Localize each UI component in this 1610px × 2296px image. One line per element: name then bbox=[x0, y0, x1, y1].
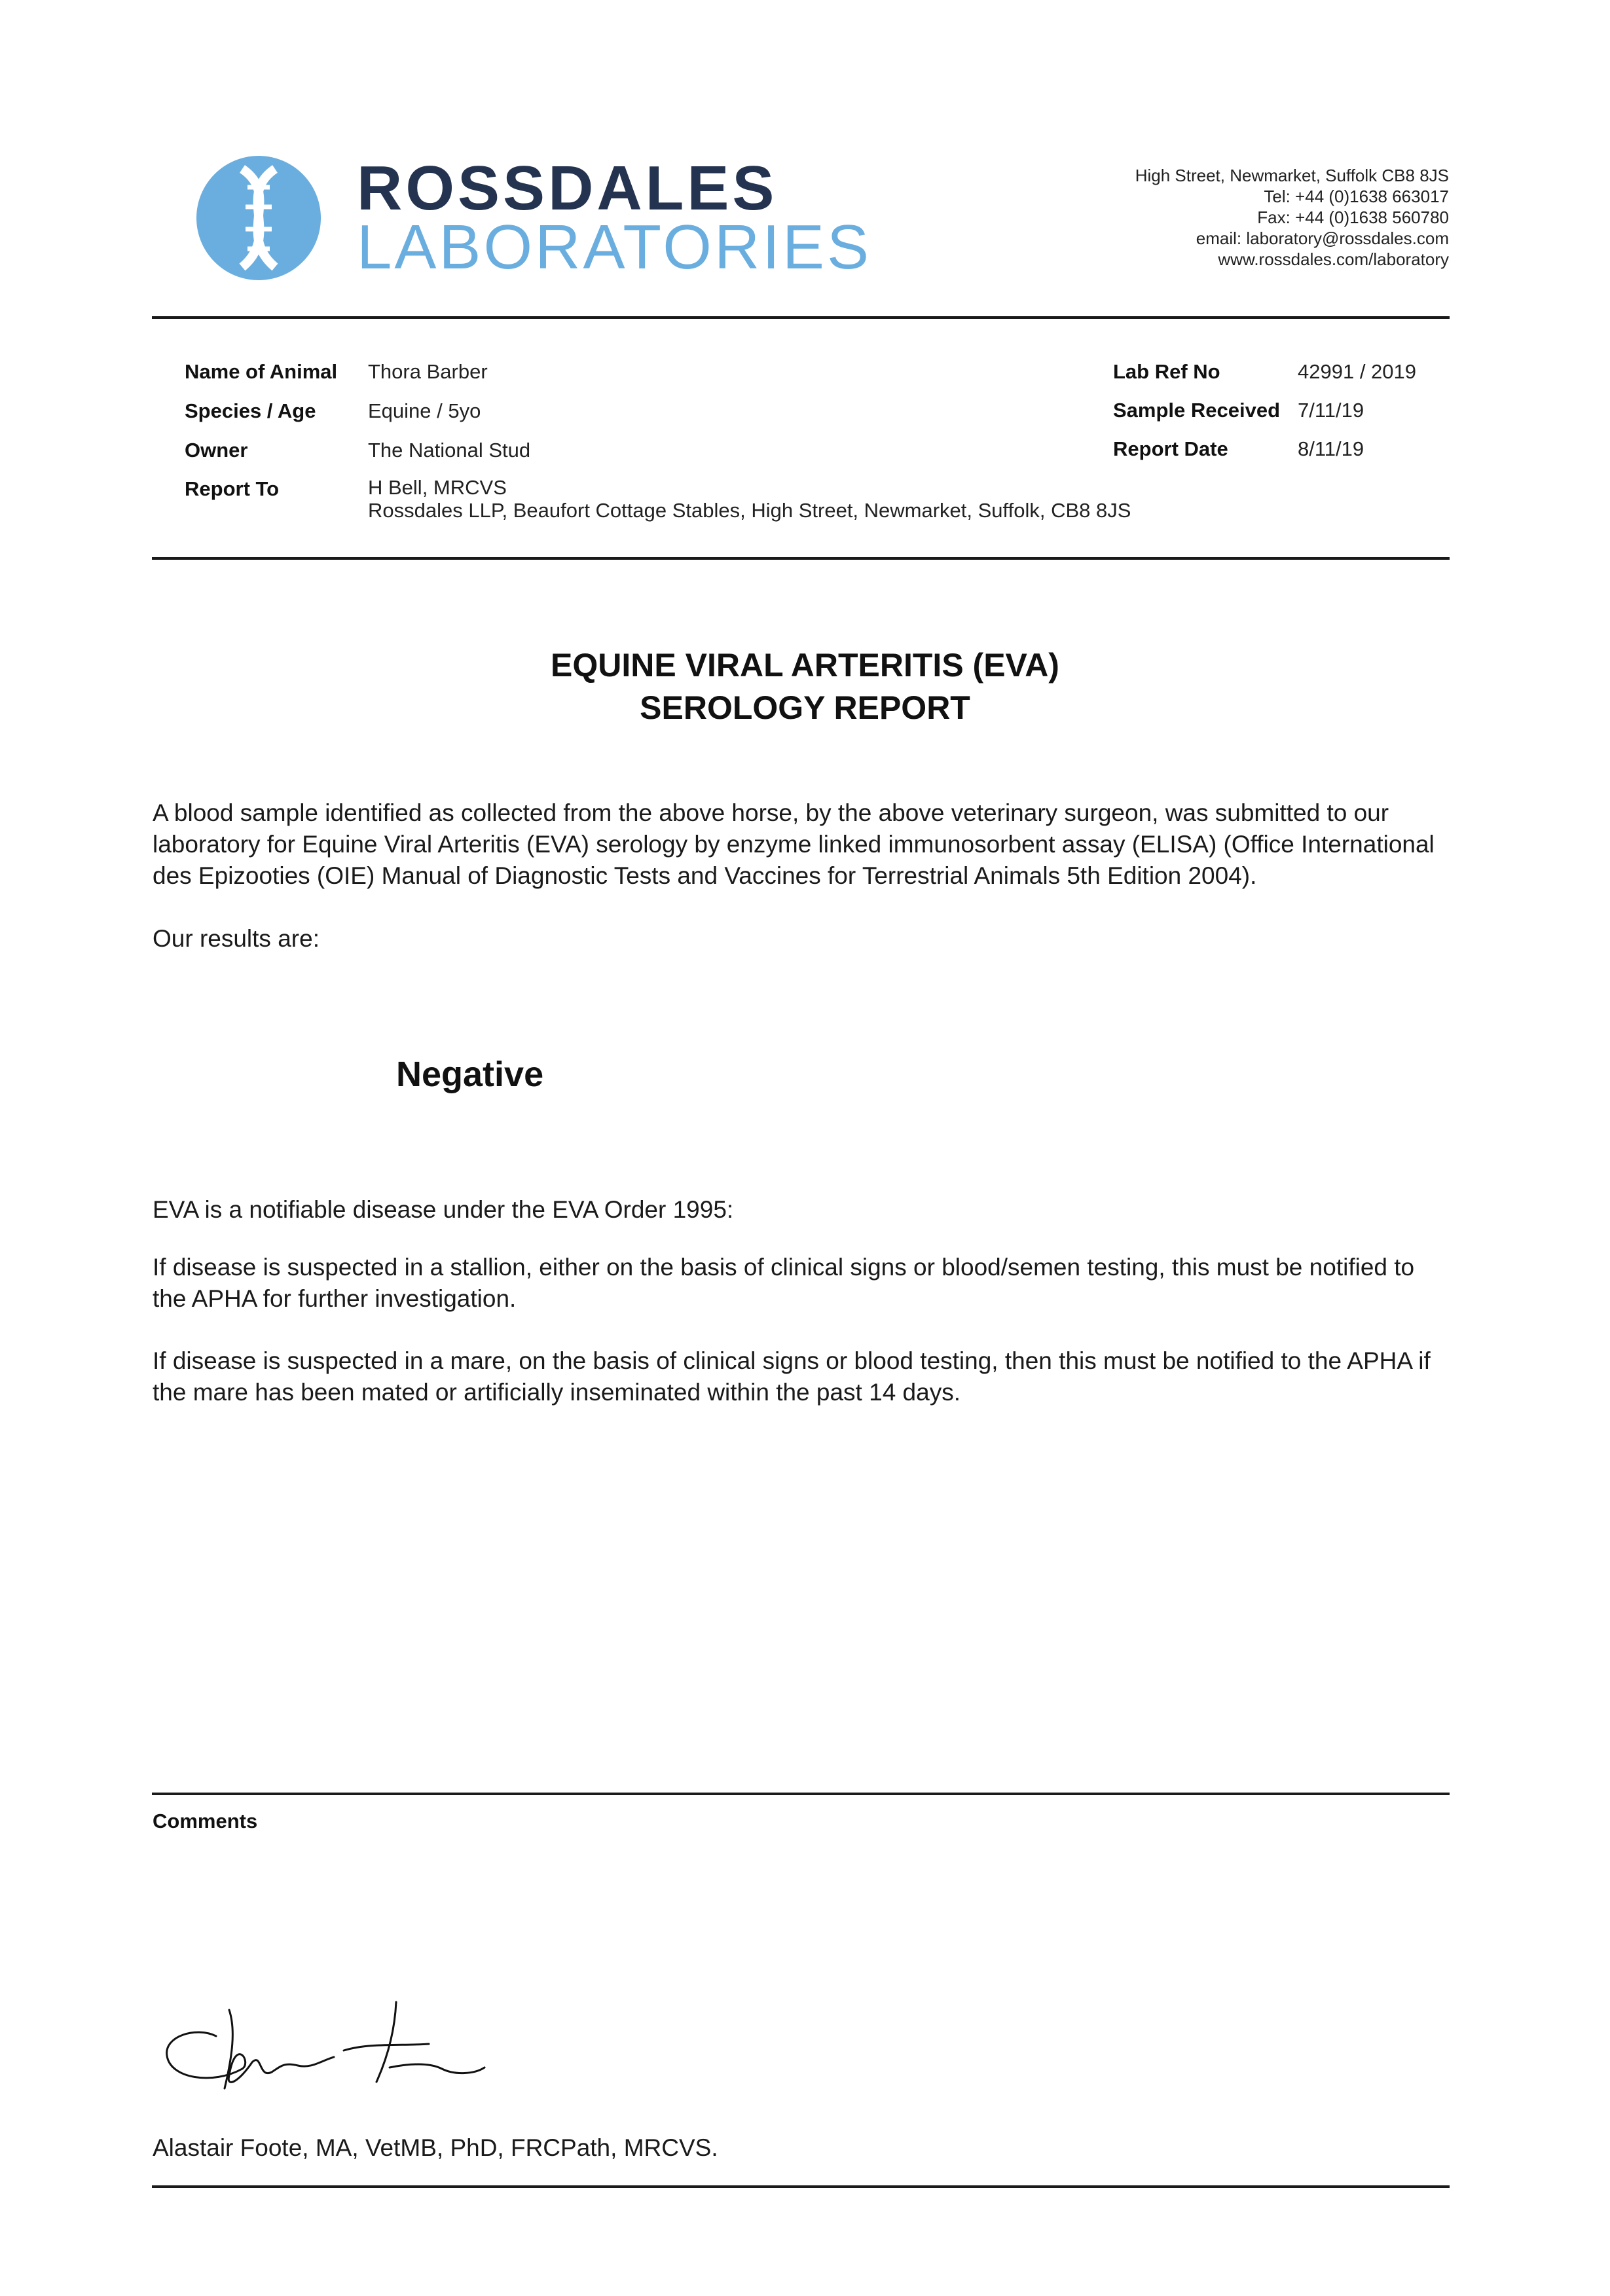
intro-paragraph: A blood sample identified as collected from the above horse, by the above veterinary surgeon, was submitted to our laboratory for Equine Viral Arteritis (EVA) serology by enzyme linked immunosorbent assay (ELISA) (Office International des Epizooties (OIE) Manual of Diagnostic Tests and Vaccines for Terrestrial Animals 5th Edition 2004). bbox=[153, 799, 1435, 889]
report-title-line1: EQUINE VIRAL ARTERITIS (EVA) bbox=[551, 647, 1059, 683]
logo-wordmark-line1: ROSSDALES bbox=[357, 153, 778, 223]
report-to-label: Report To bbox=[185, 477, 280, 500]
owner-label: Owner bbox=[185, 439, 248, 462]
lab-ref-value: 42991 / 2019 bbox=[1298, 360, 1417, 383]
comments-divider bbox=[152, 1793, 1450, 1795]
email-line: email: laboratory@rossdales.com bbox=[1196, 228, 1449, 248]
species-age-value: Equine / 5yo bbox=[368, 399, 481, 422]
report-to-name: H Bell, MRCVS bbox=[368, 476, 507, 499]
report-date-label: Report Date bbox=[1113, 437, 1228, 460]
lab-address bbox=[1135, 165, 1449, 270]
telephone-line: Tel: +44 (0)1638 663017 bbox=[1264, 187, 1449, 206]
comments-label: Comments bbox=[153, 1810, 258, 1832]
lab-ref-label: Lab Ref No bbox=[1113, 360, 1220, 383]
dna-helix-icon bbox=[196, 156, 321, 280]
results-intro: Our results are: bbox=[153, 925, 320, 952]
report-date-value: 8/11/19 bbox=[1298, 437, 1364, 460]
owner-value: The National Stud bbox=[368, 439, 531, 462]
footer-divider bbox=[152, 2185, 1450, 2188]
name-of-animal-value: Thora Barber bbox=[368, 360, 488, 383]
address-line: High Street, Newmarket, Suffolk CB8 8JS bbox=[1135, 166, 1449, 185]
signatory-name: Alastair Foote, MA, VetMB, PhD, FRCPath, MRCVS. bbox=[153, 2134, 718, 2161]
stallion-paragraph: If disease is suspected in a stallion, either on the basis of clinical signs or blood/semen testing, this must be notified to the APHA for further investigation. bbox=[153, 1254, 1415, 1312]
handwritten-signature bbox=[147, 1990, 488, 2108]
sample-received-label: Sample Received bbox=[1113, 399, 1281, 422]
mare-paragraph: If disease is suspected in a mare, on the basis of clinical signs or blood testing, then this must be notified to the APHA if the mare has been mated or artificially inseminated within the past 14 days. bbox=[153, 1347, 1431, 1406]
species-age-label: Species / Age bbox=[185, 399, 316, 422]
notifiable-statement: EVA is a notifiable disease under the EVA Order 1995: bbox=[153, 1196, 734, 1223]
report-title-line2: SEROLOGY REPORT bbox=[640, 689, 970, 726]
website-line: www.rossdales.com/laboratory bbox=[1218, 249, 1449, 269]
report-to-address: Rossdales LLP, Beaufort Cottage Stables, High Street, Newmarket, Suffolk, CB8 8JS bbox=[368, 499, 1131, 522]
details-divider bbox=[152, 557, 1450, 560]
name-of-animal-label: Name of Animal bbox=[185, 360, 338, 383]
fax-line: Fax: +44 (0)1638 560780 bbox=[1257, 208, 1449, 227]
sample-received-value: 7/11/19 bbox=[1298, 399, 1364, 422]
logo-wordmark-line2: LABORATORIES bbox=[357, 212, 871, 282]
test-result: Negative bbox=[396, 1055, 544, 1094]
header-divider bbox=[152, 316, 1450, 319]
